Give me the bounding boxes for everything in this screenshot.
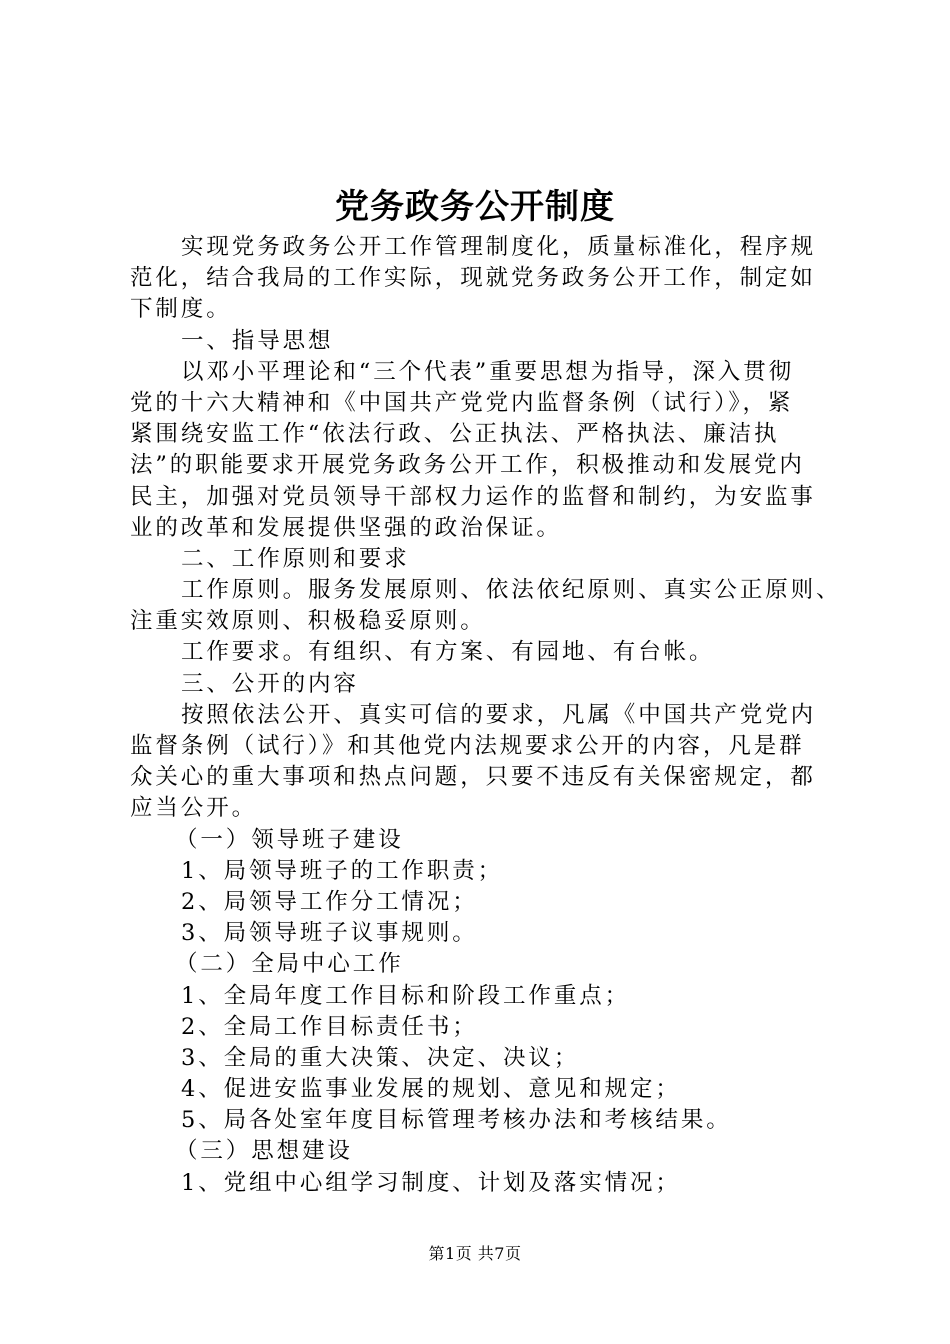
text-line: 紧围绕安监工作“依法行政、公正执法、严格执法、廉洁执 xyxy=(130,421,780,448)
text-line: 党的十六大精神和《中国共产党党内监督条例（试行）》，紧 xyxy=(130,389,794,416)
text-line: 范化，结合我局的工作实际，现就党务政务公开工作，制定如 xyxy=(130,265,816,292)
text-line: 实现党务政务公开工作管理制度化，质量标准化，程序规 xyxy=(181,234,817,260)
text-line: 1、党组中心组学习制度、计划及落实情况； xyxy=(181,1169,681,1196)
text-line: 2、全局工作目标责任书； xyxy=(181,1013,478,1040)
text-line: 一、指导思想 xyxy=(181,327,334,354)
text-line: （一）领导班子建设 xyxy=(175,826,404,853)
text-line: 众关心的重大事项和热点问题，只要不违反有关保密规定，都 xyxy=(130,764,816,791)
text-line: 二、工作原则和要求 xyxy=(181,545,410,572)
page-footer: 第1页 共7页 xyxy=(428,1244,522,1263)
text-line: 5、局各处室年度目标管理考核办法和考核结果。 xyxy=(181,1107,732,1134)
text-line: 按照依法公开、真实可信的要求，凡属《中国共产党党内 xyxy=(181,701,817,728)
text-line: 1、局领导班子的工作职责； xyxy=(181,857,504,884)
text-line: 3、全局的重大决策、决定、决议； xyxy=(181,1044,580,1071)
document-title: 党务政务公开制度 xyxy=(335,187,615,227)
text-line: 应当公开。 xyxy=(130,795,258,822)
text-line: 三、公开的内容 xyxy=(181,670,359,697)
text-line: 1、全局年度工作目标和阶段工作重点； xyxy=(181,982,631,1009)
document-body xyxy=(130,232,840,1199)
text-line: （二）全局中心工作 xyxy=(175,951,404,978)
text-line: （三）思想建设 xyxy=(175,1138,353,1165)
text-line: 工作要求。有组织、有方案、有园地、有台帐。 xyxy=(181,639,715,666)
text-line: 3、局领导班子议事规则。 xyxy=(181,920,478,947)
text-line: 下制度。 xyxy=(130,296,232,323)
text-line: 法”的职能要求开展党务政务公开工作，积极推动和发展党内 xyxy=(130,452,805,479)
text-line: 2、局领导工作分工情况； xyxy=(181,888,478,915)
text-line: 监督条例（试行）》和其他党内法规要求公开的内容，凡是群 xyxy=(130,733,805,759)
text-line: 民主，加强对党员领导干部权力运作的监督和制约，为安监事 xyxy=(130,483,816,510)
text-line: 4、促进安监事业发展的规划、意见和规定； xyxy=(181,1076,681,1103)
text-line: 工作原则。服务发展原则、依法依纪原则、真实公正原则、 xyxy=(181,577,842,604)
text-line: 业的改革和发展提供坚强的政治保证。 xyxy=(130,514,562,541)
text-line: 以邓小平理论和“三个代表”重要思想为指导，深入贯彻 xyxy=(181,358,795,385)
text-line: 注重实效原则、积极稳妥原则。 xyxy=(130,608,486,635)
